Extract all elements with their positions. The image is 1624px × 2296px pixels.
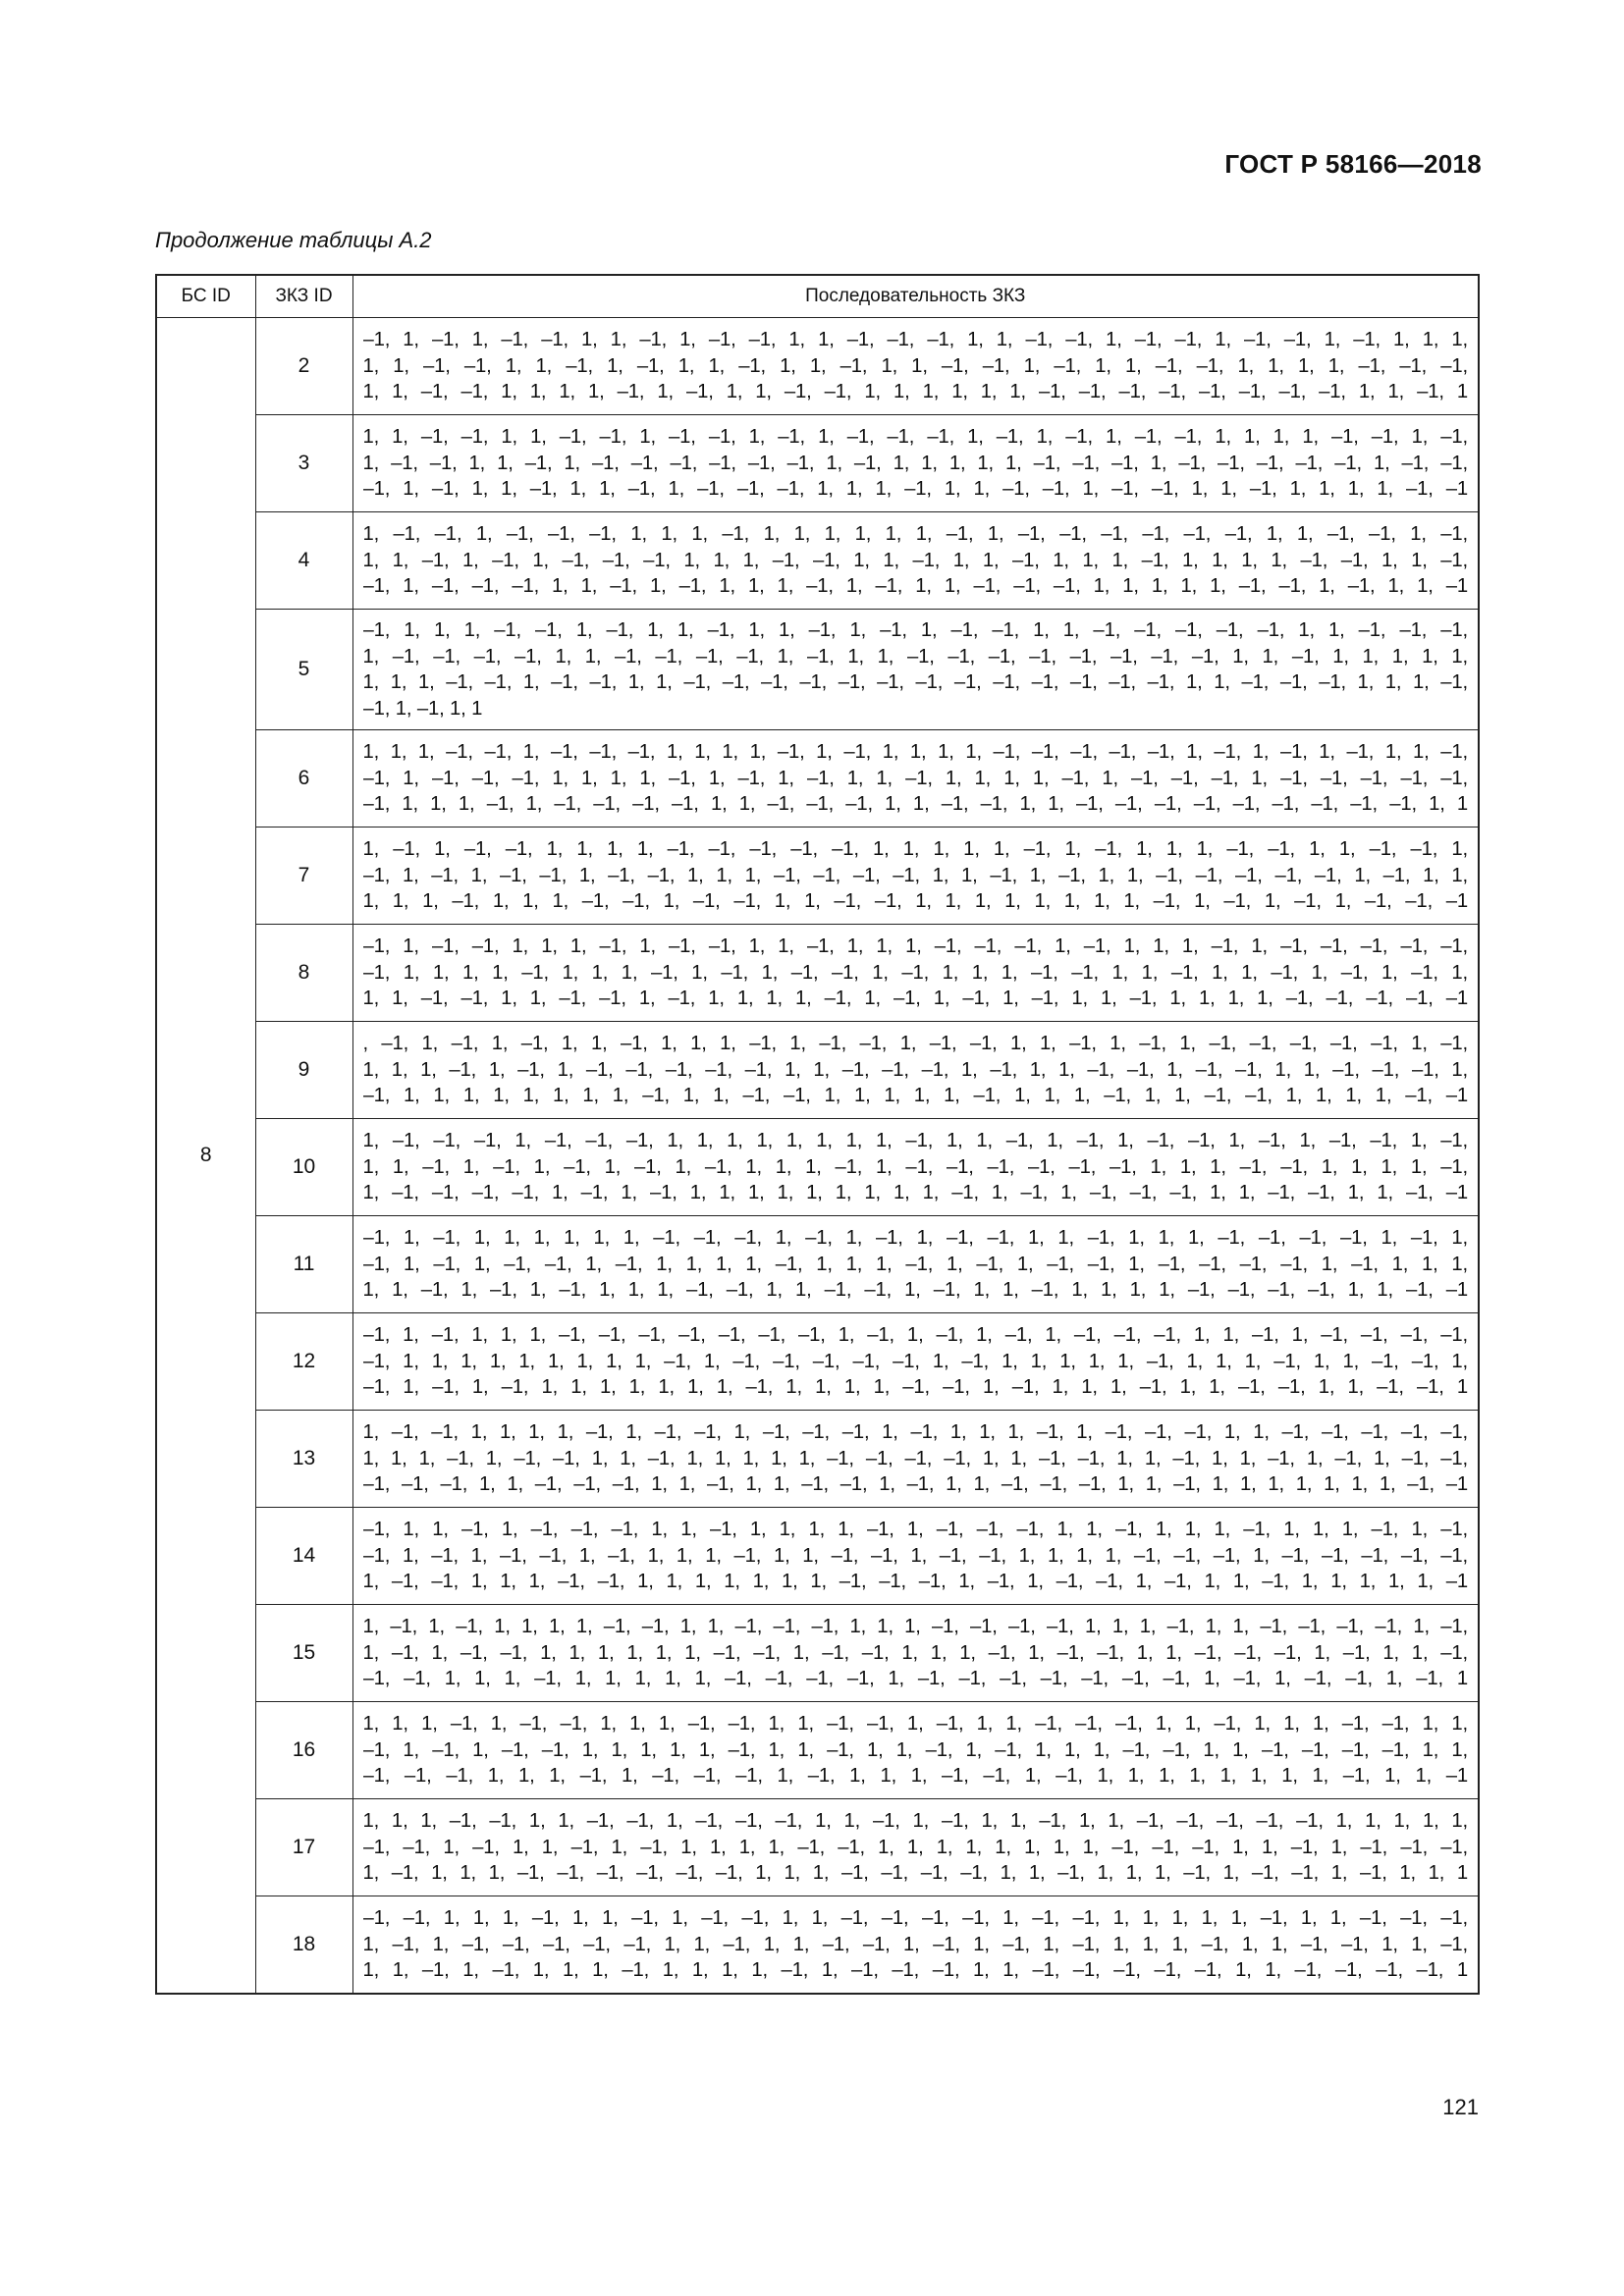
zkz-id-cell: 5: [255, 610, 352, 730]
table-row: [156, 1119, 1479, 1216]
zkz-id-cell: 15: [255, 1605, 352, 1702]
zkz-id-cell: 18: [255, 1896, 352, 1995]
column-header-bs-id: БС ID: [156, 275, 255, 318]
sequence-line: –1, 1, 1, 1, 1, 1, 1, 1, 1, 1, –1, 1, –1, –1, –1, –1, –1, 1, –1, 1, 1, 1, 1, 1, –1, 1, 1, 1, –1, 1, 1, –1, –1, 1,: [362, 1350, 1468, 1372]
sequence-line: –1, 1, –1, –1, 1, 1, 1, –1, 1, –1, –1, 1, 1, –1, 1, 1, 1, –1, –1, –1, 1, –1, 1, 1, 1, –1, 1, –1, –1, –1, –1, –1,: [362, 935, 1468, 958]
sequence-cell: [352, 925, 1479, 1022]
sequence-cell: [352, 1799, 1479, 1896]
sequence-line: 1, 1, 1, –1, –1, 1, –1, –1, 1, 1, –1, –1, –1, –1, –1, –1, –1, –1, –1, –1, –1, –1, –1, 1, 1, –1, –1, –1, 1, 1, 1, –1,: [362, 671, 1468, 693]
sequence-line: –1, 1, –1, 1, 1: [362, 697, 483, 720]
sequence-line: –1, 1, 1, –1, 1, –1, –1, –1, 1, 1, –1, 1, 1, 1, 1, –1, 1, –1, –1, –1, 1, 1, –1, 1, 1, 1, –1, 1, 1, 1, –1, 1, –1,: [362, 1519, 1468, 1541]
table-row: [156, 1896, 1479, 1995]
table-row: [156, 925, 1479, 1022]
zkz-id-cell: 9: [255, 1022, 352, 1119]
sequence-line: –1, –1, 1, –1, 1, 1, –1, 1, –1, 1, 1, 1, 1, –1, –1, 1, 1, 1, 1, 1, 1, 1, 1, –1, –1, –1, 1, 1, –1, 1, –1, –1, –1,: [362, 1836, 1468, 1858]
sequence-line: 1, –1, –1, 1, –1, –1, –1, 1, 1, 1, –1, 1, 1, 1, 1, 1, 1, –1, 1, –1, –1, –1, –1, –1, –1, 1, 1, –1, –1, 1, –1,: [362, 523, 1468, 546]
sequence-line: 1, –1, –1, 1, 1, –1, 1, –1, –1, –1, –1, –1, –1, 1, –1, 1, 1, 1, 1, 1, –1, –1, –1, 1, –1, –1, –1, –1, –1, 1, –1, –1,: [362, 452, 1468, 474]
table-row: [156, 1702, 1479, 1799]
standard-header: ГОСТ Р 58166—2018: [1224, 149, 1482, 179]
table-caption: Продолжение таблицы А.2: [155, 228, 432, 252]
zkz-id-cell: 10: [255, 1119, 352, 1216]
sequence-line: –1, 1, 1, 1, 1, 1, 1, 1, 1, –1, 1, 1, –1, –1, 1, 1, 1, 1, 1, –1, 1, 1, 1, –1, 1, 1, –1, –1, 1, 1, 1, 1, –1, –1: [362, 1085, 1468, 1107]
zkz-id-cell: 4: [255, 512, 352, 610]
sequence-line: 1, 1, –1, –1, 1, 1, –1, 1, –1, 1, 1, –1, 1, 1, –1, 1, 1, –1, –1, 1, –1, 1, 1, –1, –1, 1, 1, 1, 1, –1, –1, –1,: [362, 354, 1468, 377]
sequence-cell: [352, 1216, 1479, 1313]
column-header-sequence: Последовательность ЗКЗ: [352, 275, 1479, 318]
table-row: [156, 1799, 1479, 1896]
sequence-line: 1, 1, 1, –1, 1, 1, 1, –1, –1, 1, –1, –1, 1, 1, –1, –1, 1, 1, 1, 1, 1, 1, 1, 1, –1, 1, –1, 1, –1, 1, –1, –1, –1: [362, 890, 1468, 913]
sequence-line: 1, –1, 1, 1, 1, –1, –1, –1, –1, –1, –1, 1, 1, 1, –1, –1, –1, –1, 1, 1, –1, 1, 1, 1, –1, 1, –1, –1, 1, –1, 1, 1, 1: [362, 1862, 1468, 1885]
sequence-line: –1, 1, –1, 1, –1, –1, 1, –1, –1, 1, 1, 1, –1, –1, –1, –1, 1, 1, –1, 1, –1, 1, 1, –1, –1, –1, –1, –1, 1, –1, 1, 1,: [362, 864, 1468, 886]
sequence-line: –1, 1, –1, 1, 1, 1, 1, 1, 1, –1, –1, –1, 1, –1, 1, –1, 1, –1, –1, 1, 1, –1, 1, 1, 1, –1, –1, –1, –1, 1, –1, 1,: [362, 1227, 1468, 1250]
sequence-line: 1, 1, –1, –1, 1, 1, –1, –1, 1, –1, –1, 1, –1, 1, –1, –1, –1, 1, –1, 1, –1, 1, –1, –1, 1, 1, 1, 1, –1, –1, 1, –1,: [362, 426, 1468, 449]
sequence-line: –1, –1, 1, 1, 1, –1, 1, 1, –1, 1, –1, –1, 1, 1, –1, –1, –1, –1, 1, –1, –1, 1, 1, 1, 1, 1, –1, 1, 1, –1, –1, –1,: [362, 1907, 1468, 1930]
sequence-line: –1, 1, –1, 1, –1, –1, 1, –1, 1, 1, 1, 1, –1, 1, 1, 1, –1, 1, –1, 1, –1, –1, 1, –1, –1, –1, –1, 1, –1, 1, 1, 1,: [362, 1253, 1468, 1275]
sequence-cell: [352, 1605, 1479, 1702]
zkz-id-cell: 2: [255, 318, 352, 415]
sequence-cell: [352, 1896, 1479, 1995]
table-row: [156, 1605, 1479, 1702]
sequence-line: –1, 1, 1, 1, 1, –1, 1, 1, 1, –1, 1, –1, 1, –1, –1, 1, –1, 1, 1, 1, –1, –1, 1, 1, –1, 1, 1, –1, 1, –1, 1, –1, 1,: [362, 961, 1468, 984]
sequence-line: –1, 1, –1, 1, –1, –1, 1, –1, 1, 1, 1, –1, 1, 1, –1, –1, 1, –1, –1, 1, 1, 1, 1, –1, –1, –1, 1, –1, –1, –1, –1, –1,: [362, 1544, 1468, 1567]
table-row: [156, 1022, 1479, 1119]
sequence-line: –1, 1, –1, 1, 1, –1, 1, 1, –1, 1, –1, –1, –1, 1, 1, 1, –1, 1, 1, –1, –1, 1, –1, –1, 1, 1, –1, 1, 1, 1, 1, –1, –1: [362, 478, 1468, 501]
sequence-cell: [352, 730, 1479, 828]
sequence-line: –1, 1, –1, –1, –1, 1, 1, –1, 1, –1, 1, 1, 1, –1, 1, –1, 1, 1, –1, –1, –1, 1, 1, 1, 1, 1, –1, –1, 1, –1, 1, 1, –1: [362, 575, 1468, 598]
sequence-line: –1, 1, –1, 1, –1, –1, 1, 1, –1, 1, –1, –1, 1, 1, –1, –1, –1, 1, 1, –1, –1, 1, –1, –1, 1, –1, –1, 1, –1, 1, 1, 1,: [362, 329, 1468, 351]
page-number: 121: [1442, 2095, 1479, 2119]
sequence-line: 1, –1, 1, –1, 1, 1, 1, 1, –1, –1, 1, 1, –1, –1, –1, 1, 1, 1, –1, –1, –1, –1, 1, 1, 1, –1, 1, 1, –1, –1, –1, –1, 1, –1,: [362, 1616, 1468, 1638]
sequence-line: –1, –1, 1, 1, 1, –1, 1, 1, 1, 1, 1, –1, –1, –1, –1, 1, –1, –1, –1, –1, –1, –1, –1, 1, –1, 1, –1, –1, 1, –1, 1: [362, 1668, 1468, 1690]
table-row: [156, 1313, 1479, 1411]
sequence-cell: [352, 415, 1479, 512]
zkz-id-cell: 6: [255, 730, 352, 828]
sequence-line: 1, 1, 1, –1, 1, –1, 1, –1, –1, –1, –1, –1, 1, 1, –1, –1, –1, 1, –1, 1, 1, –1, –1, 1, –1, –1, 1, 1, –1, –1, –1, 1,: [362, 1058, 1468, 1081]
sequence-cell: [352, 1313, 1479, 1411]
sequence-line: 1, –1, –1, –1, –1, 1, –1, 1, –1, 1, 1, 1, 1, 1, 1, 1, 1, 1, –1, 1, –1, 1, –1, –1, –1, 1, 1, –1, –1, 1, 1, –1, –1: [362, 1182, 1468, 1204]
sequence-cell: [352, 1411, 1479, 1508]
sequence-cell: [352, 318, 1479, 415]
sequence-line: 1, 1, 1, –1, –1, 1, 1, –1, –1, 1, –1, –1, –1, 1, 1, –1, 1, –1, 1, 1, –1, 1, 1, –1, –1, –1, –1, –1, 1, 1, 1, 1, 1,: [362, 1810, 1468, 1833]
sequence-line: 1, 1, –1, 1, –1, 1, –1, 1, –1, 1, –1, 1, 1, 1, –1, 1, –1, –1, –1, –1, –1, –1, 1, 1, 1, –1, –1, 1, 1, 1, 1, –1,: [362, 1155, 1468, 1178]
sequence-line: –1, 1, –1, –1, –1, 1, 1, 1, 1, –1, 1, –1, 1, –1, 1, 1, –1, 1, 1, 1, 1, –1, 1, –1, –1, –1, 1, –1, –1, –1, –1, –1,: [362, 767, 1468, 789]
table-row: [156, 610, 1479, 730]
sequence-line: 1, 1, –1, 1, –1, 1, 1, 1, –1, 1, 1, 1, 1, –1, 1, –1, –1, –1, 1, 1, –1, –1, –1, –1, –1, 1, 1, –1, –1, –1, –1, 1: [362, 1959, 1468, 1982]
sequence-line: 1, –1, 1, –1, –1, –1, –1, –1, 1, 1, –1, 1, 1, –1, –1, 1, –1, 1, –1, 1, –1, 1, 1, 1, –1, 1, 1, –1, –1, 1, 1, –1,: [362, 1933, 1468, 1955]
zkz-id-cell: 12: [255, 1313, 352, 1411]
sequence-line: 1, –1, 1, –1, –1, 1, 1, 1, 1, –1, –1, –1, –1, –1, 1, 1, 1, 1, 1, –1, 1, –1, 1, 1, 1, –1, –1, 1, 1, –1, –1, 1,: [362, 838, 1468, 861]
column-header-zkz-id: ЗКЗ ID: [255, 275, 352, 318]
zkz-id-cell: 11: [255, 1216, 352, 1313]
sequence-cell: [352, 1508, 1479, 1605]
table-row: [156, 1411, 1479, 1508]
zkz-id-cell: 3: [255, 415, 352, 512]
zkz-id-cell: 13: [255, 1411, 352, 1508]
sequence-line: 1, –1, –1, –1, –1, 1, 1, –1, –1, –1, –1, 1, –1, 1, 1, –1, –1, –1, –1, –1, –1, –1, –1, 1, 1, –1, 1, 1, 1, 1, 1,: [362, 645, 1468, 667]
table-row: [156, 730, 1479, 828]
sequence-line: 1, 1, –1, –1, 1, 1, –1, –1, 1, –1, 1, 1, 1, 1, –1, 1, –1, 1, –1, 1, –1, 1, 1, –1, 1, 1, 1, 1, –1, –1, –1, –1, –1: [362, 988, 1468, 1010]
sequence-table: [155, 274, 1480, 1995]
table-row: [156, 1508, 1479, 1605]
sequence-line: 1, 1, –1, 1, –1, 1, –1, 1, 1, 1, –1, –1, 1, 1, –1, –1, 1, –1, 1, 1, –1, 1, 1, 1, 1, –1, –1, –1, –1, 1, 1, –1, –1: [362, 1279, 1468, 1302]
sequence-cell: [352, 1119, 1479, 1216]
sequence-line: 1, 1, 1, –1, –1, 1, –1, –1, –1, 1, 1, 1, 1, –1, 1, –1, 1, 1, 1, 1, –1, –1, –1, –1, –1, 1, –1, 1, –1, 1, –1, 1, 1, –1,: [362, 741, 1468, 764]
table-row: [156, 512, 1479, 610]
sequence-line: –1, 1, –1, 1, –1, –1, 1, 1, 1, 1, 1, –1, 1, 1, –1, 1, 1, –1, 1, –1, 1, 1, 1, –1, –1, 1, 1, –1, –1, –1, –1, 1, 1,: [362, 1738, 1468, 1761]
sequence-line: –1, 1, –1, 1, 1, 1, –1, –1, –1, –1, –1, –1, –1, 1, –1, 1, –1, 1, –1, 1, –1, –1, –1, 1, 1, –1, 1, –1, –1, –1, –1,: [362, 1324, 1468, 1347]
sequence-line: 1, 1, 1, –1, 1, –1, –1, 1, 1, –1, 1, 1, 1, 1, 1, –1, –1, –1, –1, 1, 1, –1, –1, 1, 1, –1, 1, 1, –1, 1, –1, 1, –1, –1,: [362, 1447, 1468, 1469]
zkz-id-cell: 7: [255, 828, 352, 925]
zkz-id-cell: 8: [255, 925, 352, 1022]
zkz-id-cell: 14: [255, 1508, 352, 1605]
zkz-id-cell: 16: [255, 1702, 352, 1799]
table-row: [156, 318, 1479, 415]
sequence-line: –1, 1, 1, 1, –1, –1, 1, –1, 1, 1, –1, 1, 1, –1, 1, –1, 1, –1, –1, 1, 1, –1, –1, –1, –1, –1, 1, 1, –1, –1, –1,: [362, 619, 1468, 641]
zkz-id-cell: 17: [255, 1799, 352, 1896]
sequence-line: 1, 1, 1, –1, 1, –1, –1, 1, 1, 1, –1, –1, 1, 1, –1, –1, 1, –1, 1, 1, –1, –1, –1, 1, 1, –1, 1, 1, 1, –1, –1, 1, 1,: [362, 1713, 1468, 1735]
sequence-cell: [352, 1702, 1479, 1799]
sequence-line: 1, –1, 1, –1, –1, 1, 1, 1, 1, 1, 1, –1, –1, 1, –1, –1, 1, 1, 1, –1, 1, –1, –1, 1, 1, –1, –1, –1, 1, –1, 1, 1, –1,: [362, 1641, 1468, 1664]
sequence-cell: [352, 512, 1479, 610]
sequence-line: 1, –1, –1, 1, 1, 1, –1, –1, 1, 1, 1, 1, 1, 1, 1, –1, –1, –1, 1, –1, 1, –1, –1, 1, –1, 1, 1, –1, 1, 1, 1, 1, 1, –1: [362, 1571, 1468, 1593]
bs-id-cell: 8: [156, 318, 255, 1995]
sequence-cell: [352, 828, 1479, 925]
table-row: [156, 828, 1479, 925]
sequence-line: –1, –1, –1, 1, 1, –1, –1, –1, 1, 1, –1, 1, 1, –1, –1, 1, –1, 1, 1, –1, –1, –1, 1, 1, –1, 1, 1, 1, 1, 1, 1, 1, –1, –1: [362, 1473, 1468, 1496]
sequence-line: –1, 1, 1, 1, –1, 1, –1, –1, –1, –1, 1, 1, –1, –1, –1, 1, 1, –1, –1, 1, 1, –1, –1, –1, –1, –1, –1, –1, –1, –1, 1, 1: [362, 793, 1468, 816]
sequence-line: –1, 1, –1, 1, –1, 1, 1, 1, 1, 1, 1, 1, –1, 1, 1, 1, 1, –1, –1, 1, –1, 1, 1, 1, –1, 1, 1, –1, –1, 1, 1, –1, –1, 1: [362, 1376, 1468, 1399]
table-header-row: [156, 275, 1479, 318]
sequence-line: 1, –1, –1, 1, 1, 1, 1, –1, 1, –1, –1, 1, –1, –1, –1, 1, –1, 1, 1, 1, –1, 1, –1, –1, –1, 1, 1, –1, –1, –1, –1, –1,: [362, 1421, 1468, 1444]
sequence-line: 1, –1, –1, –1, 1, –1, –1, –1, 1, 1, 1, 1, 1, 1, 1, 1, –1, 1, 1, –1, 1, –1, 1, –1, –1, 1, –1, 1, –1, –1, 1, –1,: [362, 1130, 1468, 1152]
sequence-line: –1, –1, –1, 1, 1, 1, –1, 1, –1, –1, –1, 1, –1, 1, 1, 1, –1, –1, 1, –1, 1, 1, 1, 1, 1, 1, 1, 1, –1, 1, 1, –1: [362, 1765, 1468, 1788]
table-row: [156, 415, 1479, 512]
sequence-cell: [352, 1022, 1479, 1119]
sequence-line: , –1, 1, –1, 1, –1, 1, 1, –1, 1, 1, 1, –1, 1, –1, –1, 1, –1, –1, 1, 1, –1, 1, –1, 1, –1, –1, –1, –1, –1, 1, –1,: [362, 1033, 1468, 1055]
sequence-line: 1, 1, –1, 1, –1, 1, –1, –1, –1, 1, 1, 1, –1, –1, 1, 1, –1, 1, 1, –1, 1, 1, 1, –1, 1, 1, 1, 1, –1, –1, 1, 1, –1,: [362, 549, 1468, 571]
sequence-line: 1, 1, –1, –1, 1, 1, 1, 1, –1, 1, –1, 1, 1, –1, –1, 1, 1, 1, 1, 1, 1, –1, –1, –1, –1, –1, –1, –1, –1, 1, 1, –1, 1: [362, 381, 1468, 403]
sequence-cell: [352, 610, 1479, 730]
table-row: [156, 1216, 1479, 1313]
